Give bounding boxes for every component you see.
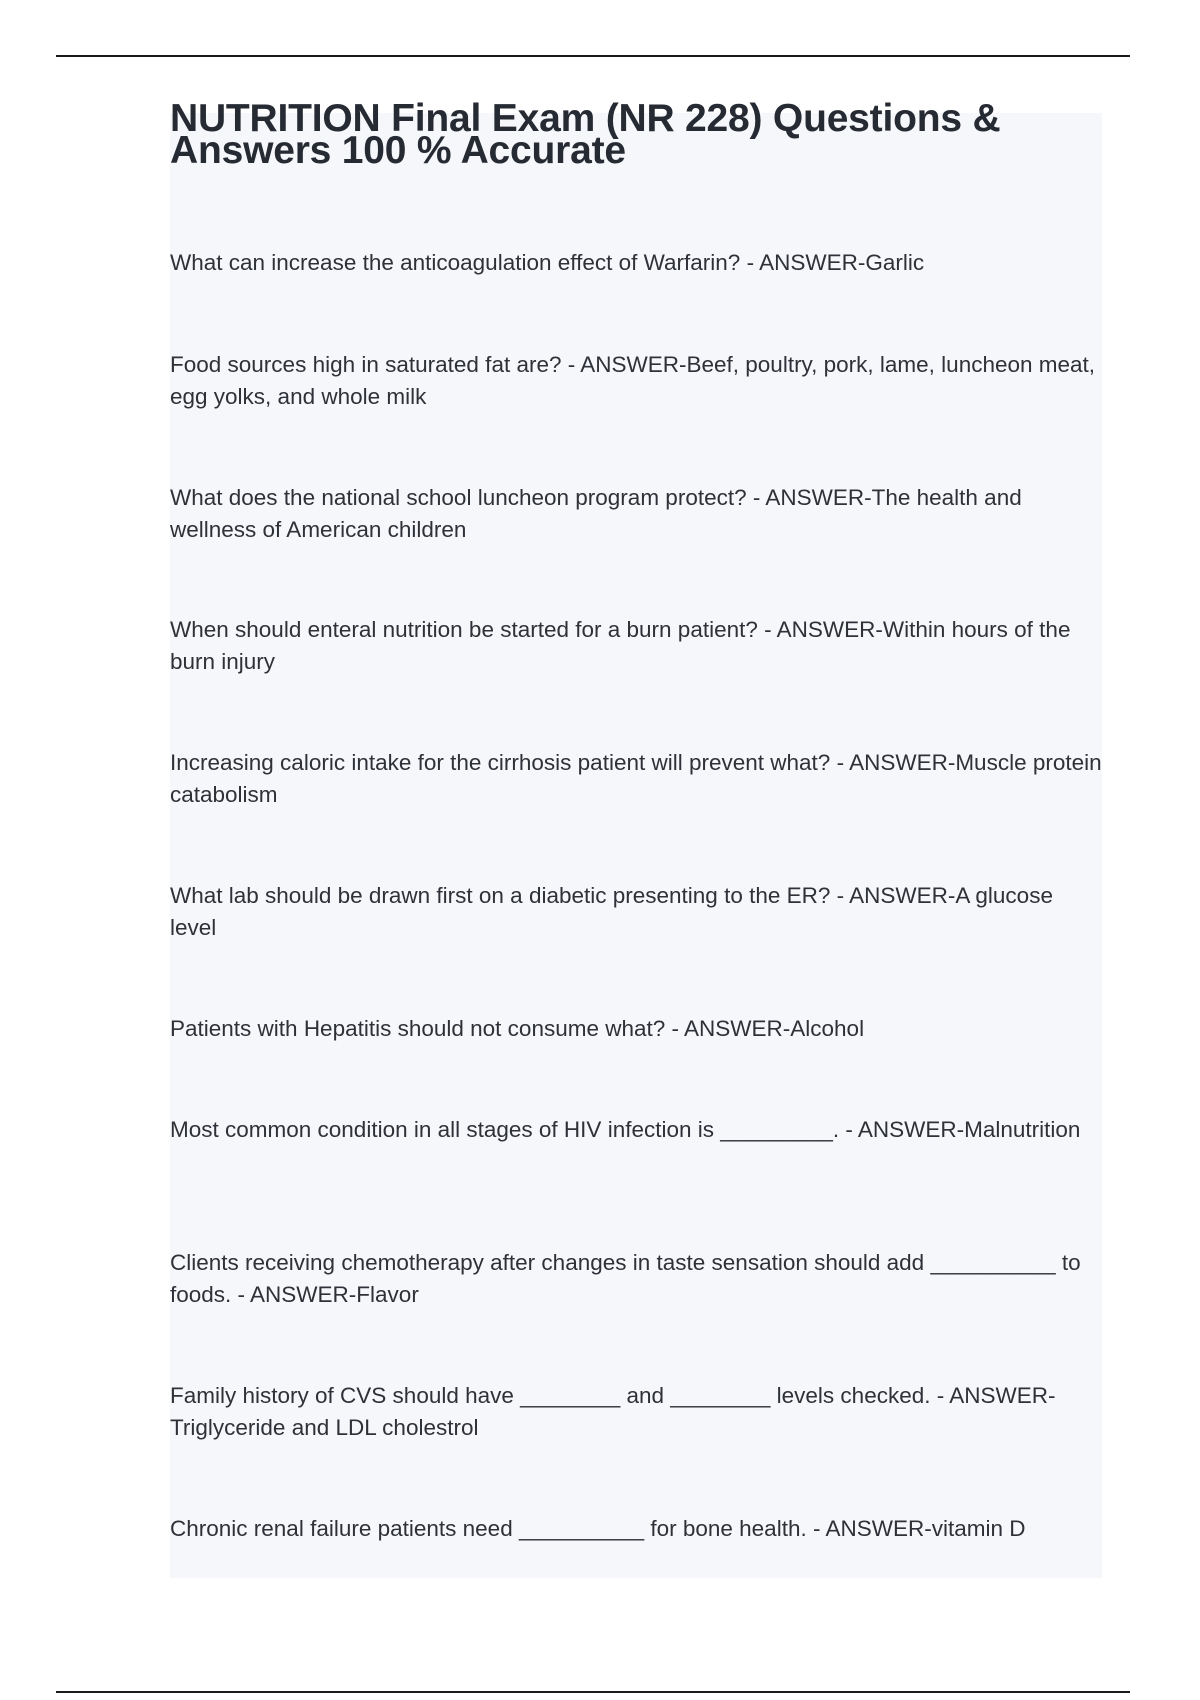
- footer-divider: [56, 1691, 1130, 1693]
- qa-item: Food sources high in saturated fat are? - ANSWER-Beef, poultry, pork, lame, luncheon meat, egg yolks, and whole milk: [170, 351, 1096, 409]
- qa-item: Clients receiving chemotherapy after changes in taste sensation should add __________ to foods. - ANSWER-Flavor: [170, 1249, 1081, 1307]
- content-panel: [170, 113, 1102, 1578]
- qa-item: Chronic renal failure patients need __________ for bone health. - ANSWER-vitamin D: [170, 1515, 1026, 1541]
- qa-item: What can increase the anticoagulation effect of Warfarin? - ANSWER-Garlic: [170, 249, 925, 275]
- qa-item: Increasing caloric intake for the cirrhosis patient will prevent what? - ANSWER-Muscle protein catabolism: [170, 749, 1102, 807]
- qa-item: Patients with Hepatitis should not consume what? - ANSWER-Alcohol: [170, 1015, 865, 1041]
- qa-item: Family history of CVS should have ________ and ________ levels checked. - ANSWER-Triglyceride and LDL cholestrol: [170, 1382, 1056, 1440]
- qa-item: When should enteral nutrition be started for a burn patient? - ANSWER-Within hours of the burn injury: [170, 616, 1071, 674]
- document-title: NUTRITION Final Exam (NR 228) Questions & Answers 100 % Accurate: [170, 97, 1001, 172]
- qa-item: What does the national school luncheon program protect? - ANSWER-The health and wellness of American children: [170, 484, 1022, 542]
- header-divider: [56, 55, 1130, 57]
- qa-item: What lab should be drawn first on a diabetic presenting to the ER? - ANSWER-A glucose level: [170, 882, 1053, 940]
- qa-item: Most common condition in all stages of HIV infection is _________. - ANSWER-Malnutrition: [170, 1116, 1081, 1142]
